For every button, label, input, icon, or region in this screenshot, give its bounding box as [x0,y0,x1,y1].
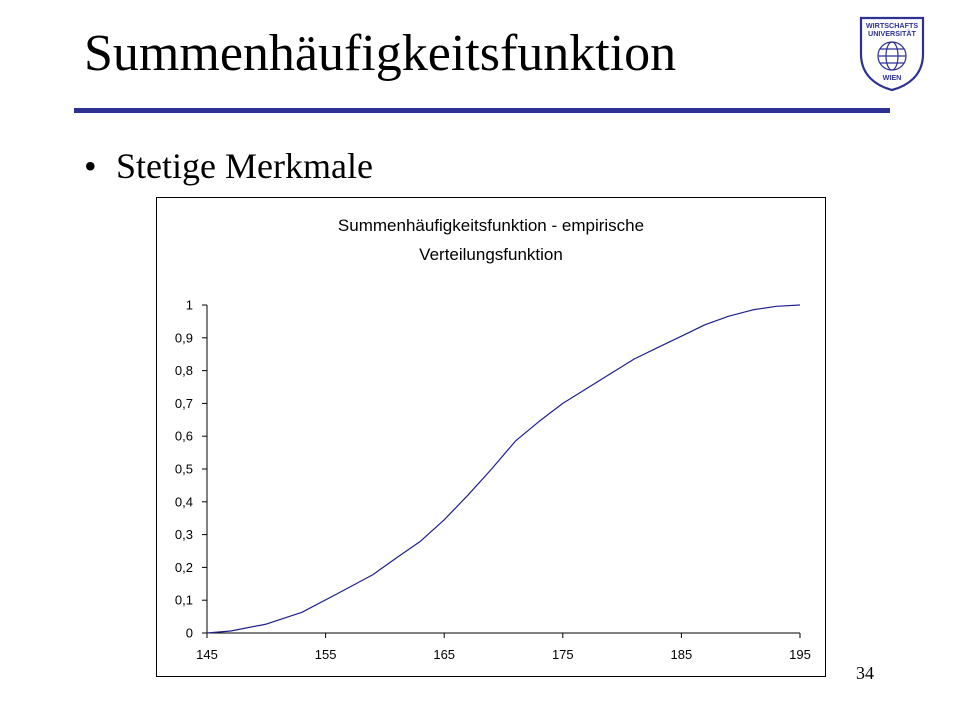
x-tick-label: 145 [196,647,218,662]
y-tick-label: 0 [185,625,193,641]
x-tick-label: 155 [314,647,337,662]
chart [157,198,825,676]
y-tick-label: 0,9 [174,330,193,346]
series-line [207,305,800,633]
bullet-item [84,148,373,184]
y-tick-label: 0,3 [174,527,193,543]
x-tick-label: 175 [551,647,574,662]
y-tick-label: 0,7 [174,395,193,411]
svg-text:WIRTSCHAFTS: WIRTSCHAFTS [865,21,919,30]
chart-title-line: Summenhäufigkeitsfunktion - empirische [337,216,645,235]
slide-title: Summenhäufigkeitsfunktion [84,25,677,82]
page-number: 34 [856,663,874,683]
y-tick-label: 1 [185,297,193,313]
y-tick-label: 0,1 [174,592,193,608]
x-tick-label: 185 [670,647,693,662]
bullet-dot: • [84,146,97,186]
chart-title-line: Verteilungsfunktion [419,245,563,264]
bullet-text: Stetige Merkmale [116,146,373,186]
y-tick-label: 0,4 [174,494,193,510]
x-tick-label: 195 [789,647,811,662]
svg-text:WIEN: WIEN [882,73,902,82]
svg-text:UNIVERSITÄT: UNIVERSITÄT [868,29,916,38]
title-underline [74,108,890,113]
y-tick-label: 0,2 [174,559,193,575]
chart-frame [156,197,826,677]
y-tick-label: 0,6 [174,428,193,444]
y-tick-label: 0,8 [174,363,193,379]
y-tick-label: 0,5 [174,461,193,477]
university-logo [857,14,927,92]
x-tick-label: 165 [433,647,456,662]
